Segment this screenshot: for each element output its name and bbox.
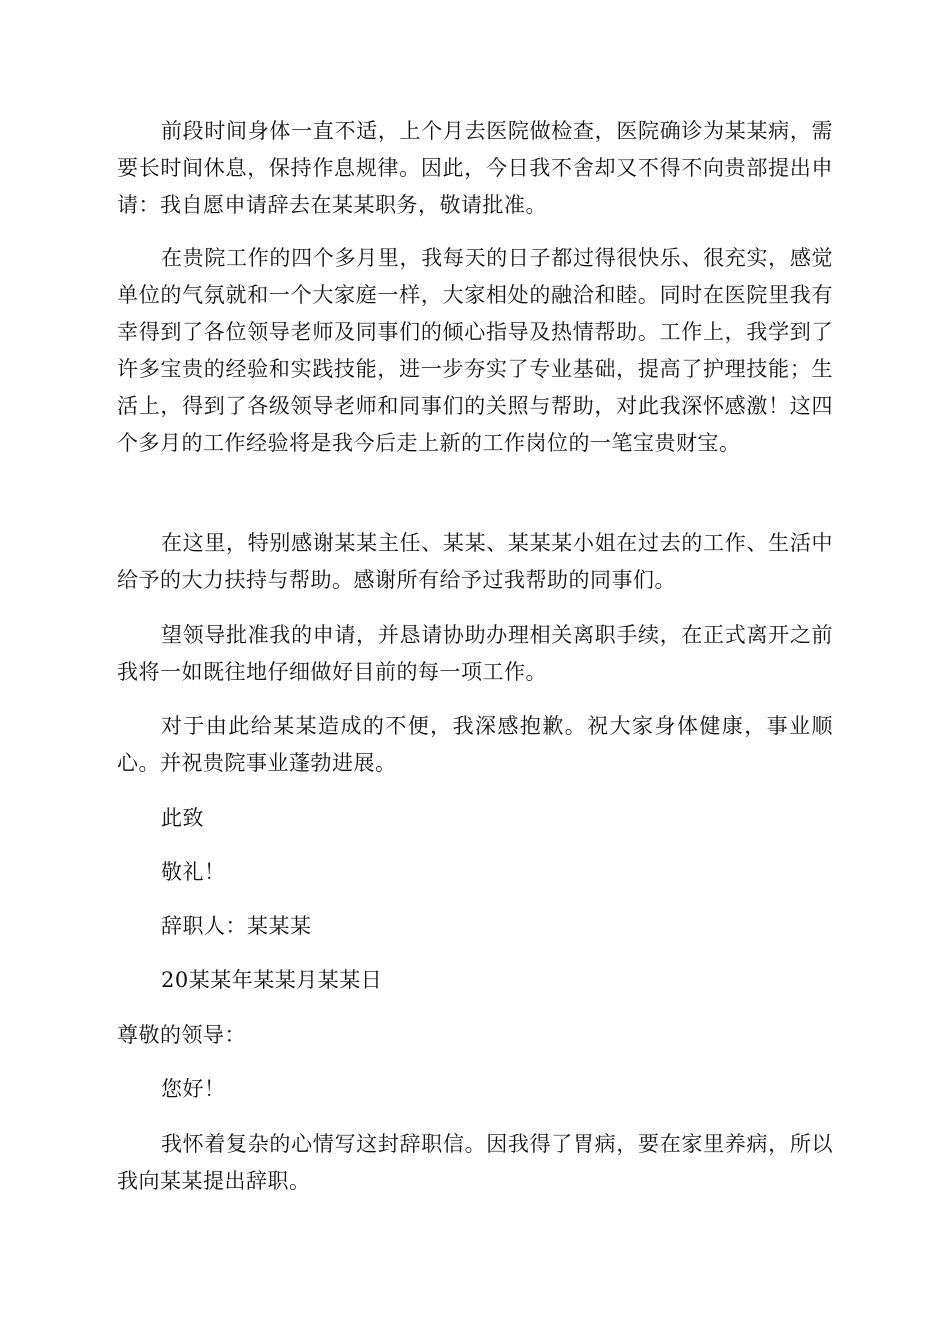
paragraph-gratitude-work: 在贵院工作的四个多月里，我每天的日子都过得很快乐、很充实，感觉单位的气氛就和一个大家庭一样，大家相处的融洽和睦。同时在医院里我有幸得到了各位领导老师及同事们的倾心指导及热情帮助。工作上，我学到了许多宝贵的经验和实践技能，进一步夯实了专业基础，提高了护理技能；生活上，得到了各级领导老师和同事们的关照与帮助，对此我深怀感激！这四个多月的工作经验将是我今后走上新的工作岗位的一笔宝贵财宝。 <box>117 246 833 455</box>
signature-line: 辞职人：某某某 <box>161 914 312 938</box>
paragraph-health-reason: 前段时间身体一直不适，上个月去医院做检查，医院确诊为某某病，需要长时间休息，保持作息规律。因此，今日我不舍却又不得不向贵部提出申请：我自愿申请辞去在某某职务，敬请批准。 <box>117 119 833 217</box>
salute-text: 敬礼！ <box>161 860 226 884</box>
paragraph-thanks-colleagues: 在这里，特别感谢某某主任、某某、某某某小姐在过去的工作、生活中给予的大力扶持与帮助。感谢所有给予过我帮助的同事们。 <box>117 531 833 592</box>
paragraph-apology: 对于由此给某某造成的不便，我深感抱歉。祝大家身体健康，事业顺心。并祝贵院事业蓬勃进展。 <box>117 714 833 775</box>
closing-text: 此致 <box>161 806 204 830</box>
date-line: 20某某年某某月某某日 <box>161 968 383 992</box>
second-letter-body: 我怀着复杂的心情写这封辞职信。因我得了胃病，要在家里养病，所以我向某某提出辞职。 <box>117 1132 833 1193</box>
second-letter-salutation: 尊敬的领导： <box>117 1023 246 1047</box>
paragraph-request-approval: 望领导批准我的申请，并恳请协助办理相关离职手续，在正式离开之前我将一如既往地仔细做好目前的每一项工作。 <box>117 623 833 684</box>
second-letter-greeting: 您好！ <box>161 1077 226 1101</box>
